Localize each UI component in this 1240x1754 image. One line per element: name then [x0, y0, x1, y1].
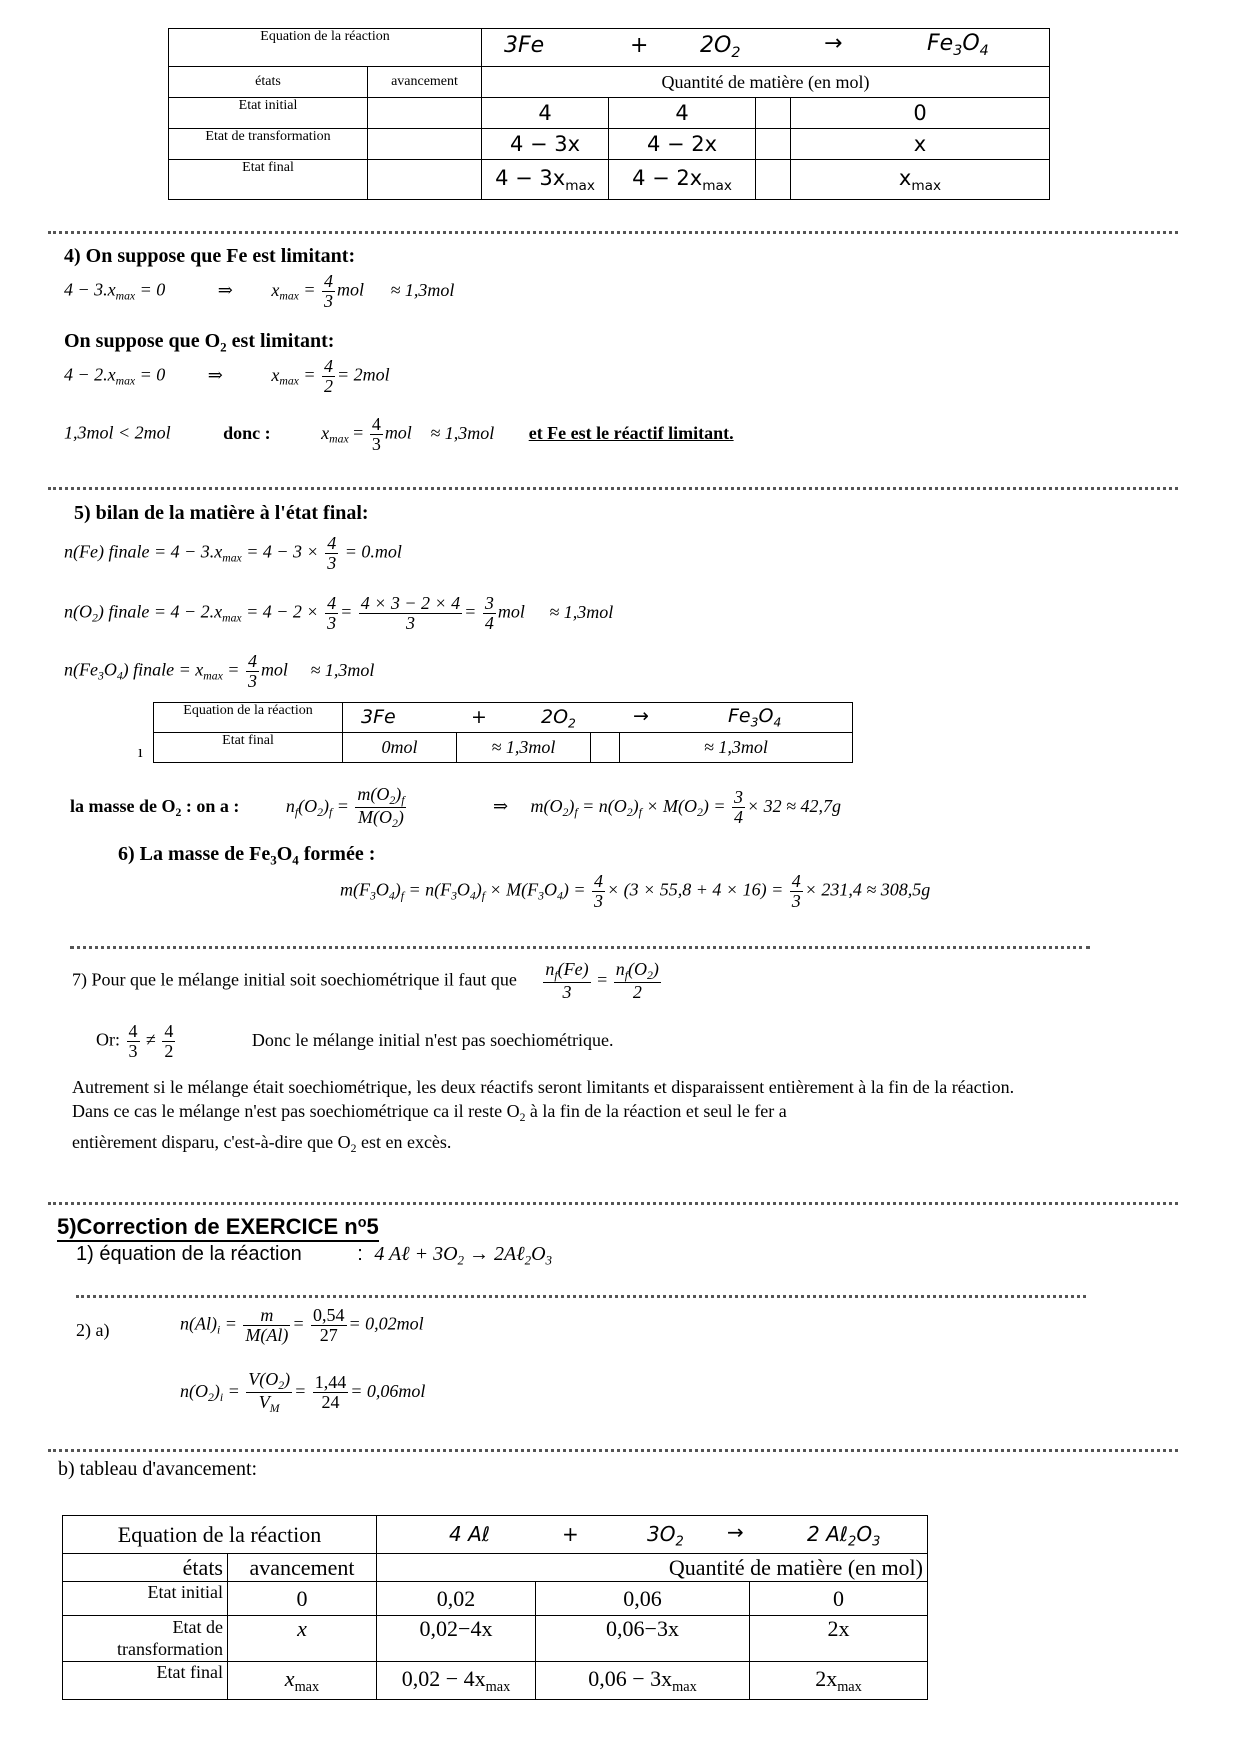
q5-title: 5) bilan de la matière à l'état final:: [74, 502, 369, 524]
table-avancement-fe: [168, 28, 1050, 200]
col-quantite: Quantité de matière (en mol): [377, 1554, 928, 1582]
q4-line3: 1,3mol < 2mol donc : $x_{max}$ = $\frac{4}{3}$ mol ≈ 1,3mol et Fe est le réactif limitant.: [64, 414, 734, 454]
col-avancement: avancement: [368, 67, 482, 98]
fe-cell: 4 − 3x: [482, 129, 609, 160]
side-mark: ı: [138, 742, 143, 761]
q7-line1: 7) Pour que le mélange initial soit soechiométrique il faut que $\frac{n_f(Fe)}{3}$ = $\frac{n_f(O_2)}{2}$: [72, 959, 659, 1003]
al-cell: 0,02: [377, 1582, 536, 1616]
eq-product: $Fe_3O_4$: [927, 31, 989, 59]
q7-p3: entièrement disparu, c'est-à-dire que $O_2$ est en excès.: [72, 1132, 452, 1156]
eq-plus: +: [630, 33, 649, 58]
ex5-no2: $n(O_2)_i$ = $\frac{V(O_2)}{V_M}$ = $\frac{1,44}{24}$ = 0,06mol: [180, 1369, 426, 1416]
q4-conclusion: et Fe est le réactif limitant.: [528, 422, 734, 443]
ex5-title: 5)Correction de EXERCICE $n^o5$: [57, 1210, 379, 1242]
row-label: Etat final: [63, 1662, 228, 1700]
prod-cell: x: [791, 129, 1050, 160]
prod-cell: 2x: [750, 1616, 928, 1662]
avancement-cell: 0: [228, 1582, 377, 1616]
al-cell: $0,02 - 4x_{max}$: [377, 1662, 536, 1700]
fe-cell: 0mol: [343, 733, 457, 763]
eq-o2: $2O_2$: [700, 33, 741, 61]
q6-formula: $m(F_3O_4)_f = n(F_3O_4)_f \times M(F_3O_4)$ = $\frac{4}{3}$ × (3 × 55,8 + 4 × 16) = $\frac{4}{3}$ × 231,4 ≈ 308,5g: [340, 871, 931, 911]
q5-o2: $n(O_2)$ finale = $4 - 2.x_{max} = 4 - 2$ × $\frac{4}{3}$ = $\frac{4 \times 3 - 2 \times 4}{3}$ = $\frac{3}{4}$ mol ≈ 1,3mol: [64, 593, 614, 633]
equation-header: Equation de la réaction: [169, 29, 482, 67]
divider: [70, 946, 1090, 949]
q4-line1: $4 - 3.x_{max} = 0$ ⇒ $x_{max}$ = $\frac{4}{3}$ mol ≈ 1,3mol: [64, 271, 455, 311]
divider: [48, 487, 1178, 490]
empty-cell: [591, 733, 620, 763]
ex5-equation: 1) équation de la réaction : 4 Aℓ + $3O_2$ → $2A\ell_2O_3$: [76, 1243, 553, 1268]
o2-cell: ≈ 1,3mol: [457, 733, 591, 763]
row-label: Etat de transformation: [169, 129, 368, 160]
table-final-fe: [153, 702, 853, 763]
table-row: [169, 98, 1050, 129]
table-row: [169, 29, 1050, 67]
row-label: Etat final: [154, 733, 343, 763]
table-row: [154, 733, 853, 763]
q6-title: 6) La masse de $Fe_3O_4$ formée :: [118, 843, 376, 868]
masse-o2: la masse de $O_2$ : on a : $n_f(O_2)_f$ = $\frac{m(O_2)_f}{M(O_2)}$ ⇒ $m(O_2)_f = n(O_2)_f \times M(O_2)$ = $\frac{3}{4}$ × 32 ≈ 42,7g: [70, 784, 842, 831]
prod-cell: 0: [791, 98, 1050, 129]
eq-arrow: →: [824, 31, 843, 56]
equation-header: Equation de la réaction: [154, 703, 343, 733]
q4-title: 4) On suppose que Fe est limitant:: [64, 245, 356, 267]
fe-cell: 4: [482, 98, 609, 129]
fe-cell: $4 - 3x_{max}$: [482, 160, 609, 200]
equation-cell: 3Fe + $2O_2$ → $Fe_3O_4$: [343, 703, 853, 733]
q4-line2: $4 - 2.x_{max} = 0$ ⇒ $x_{max}$ = $\frac{4}{2}$ = 2mol: [64, 356, 390, 396]
table-row: [63, 1616, 928, 1662]
empty-cell: [756, 129, 791, 160]
row-label: Etat de transformation: [63, 1616, 228, 1662]
divider: [48, 231, 1178, 234]
ex5-q2a-label: 2) a): [76, 1320, 110, 1340]
col-avancement: avancement: [228, 1554, 377, 1582]
row-label: Etat initial: [63, 1582, 228, 1616]
o2-cell: 4 − 2x: [609, 129, 756, 160]
empty-cell: [756, 160, 791, 200]
al-cell: 0,02−4x: [377, 1616, 536, 1662]
table-row: [169, 129, 1050, 160]
empty-cell: [756, 98, 791, 129]
divider: [48, 1202, 1178, 1205]
o2-cell: 4: [609, 98, 756, 129]
table-row: [169, 67, 1050, 98]
avancement-cell: [368, 129, 482, 160]
prod-cell: 0: [750, 1582, 928, 1616]
q7-paragraph: [72, 1075, 1112, 1161]
avancement-cell: [368, 98, 482, 129]
table-row: [63, 1582, 928, 1616]
o2-cell: 0,06: [536, 1582, 750, 1616]
prod-cell: $x_{max}$: [791, 160, 1050, 200]
table-avancement-al: [62, 1515, 928, 1700]
prod-cell: $2x_{max}$: [750, 1662, 928, 1700]
table-row: [63, 1662, 928, 1700]
divider: [48, 1449, 1178, 1452]
q7-or: Or: $\frac{4}{3}$ ≠ $\frac{4}{2}$ Donc le mélange initial n'est pas soechiométrique.: [96, 1021, 614, 1061]
equation-cell: [482, 29, 1050, 67]
table-row: [63, 1516, 928, 1554]
col-etats: états: [63, 1554, 228, 1582]
avancement-cell: x: [228, 1616, 377, 1662]
table-row: [63, 1554, 928, 1582]
ex5-b-title: b) tableau d'avancement:: [58, 1458, 258, 1480]
prod-cell: ≈ 1,3mol: [620, 733, 853, 763]
o2-cell: 0,06−3x: [536, 1616, 750, 1662]
equation-cell: 4 Aℓ + $3O_2$ → 2 $A\ell_2O_3$: [377, 1516, 928, 1554]
row-label: Etat final: [169, 160, 368, 200]
col-quantite: Quantité de matière (en mol): [482, 67, 1050, 98]
q4-title2: On suppose que $O_2$ est limitant:: [64, 330, 335, 355]
q5-fe: n(Fe) finale = $4 - 3.x_{max} = 4 - 3$ × $\frac{4}{3}$ = 0.mol: [64, 533, 402, 573]
avancement-cell: $x_{max}$: [228, 1662, 377, 1700]
q7-p2: Dans ce cas le mélange n'est pas soechiométrique ca il reste $O_2$ à la fin de la réaction et seul le fer a: [72, 1101, 787, 1125]
avancement-cell: [368, 160, 482, 200]
table-row: [169, 160, 1050, 200]
table-row: [154, 703, 853, 733]
o2-cell: $0,06 - 3x_{max}$: [536, 1662, 750, 1700]
row-label: Etat initial: [169, 98, 368, 129]
o2-cell: $4 - 2x_{max}$: [609, 160, 756, 200]
equation-header: Equation de la réaction: [63, 1516, 377, 1554]
divider: [76, 1295, 1086, 1298]
q7-p1: Autrement si le mélange était soechiométrique, les deux réactifs seront limitants et disparaissent entièrement à la fin de la réaction.: [72, 1077, 1015, 1097]
ex5-nal: $n(Al)_i$ = $\frac{m}{M(Al)}$ = $\frac{0,54}{27}$ = 0,02mol: [180, 1305, 424, 1345]
eq-fe: 3Fe: [504, 33, 545, 58]
col-etats: états: [169, 67, 368, 98]
q5-prod: $n(Fe_3O_4)$ finale = $x_{max}$ = $\frac{4}{3}$ mol ≈ 1,3mol: [64, 651, 375, 691]
